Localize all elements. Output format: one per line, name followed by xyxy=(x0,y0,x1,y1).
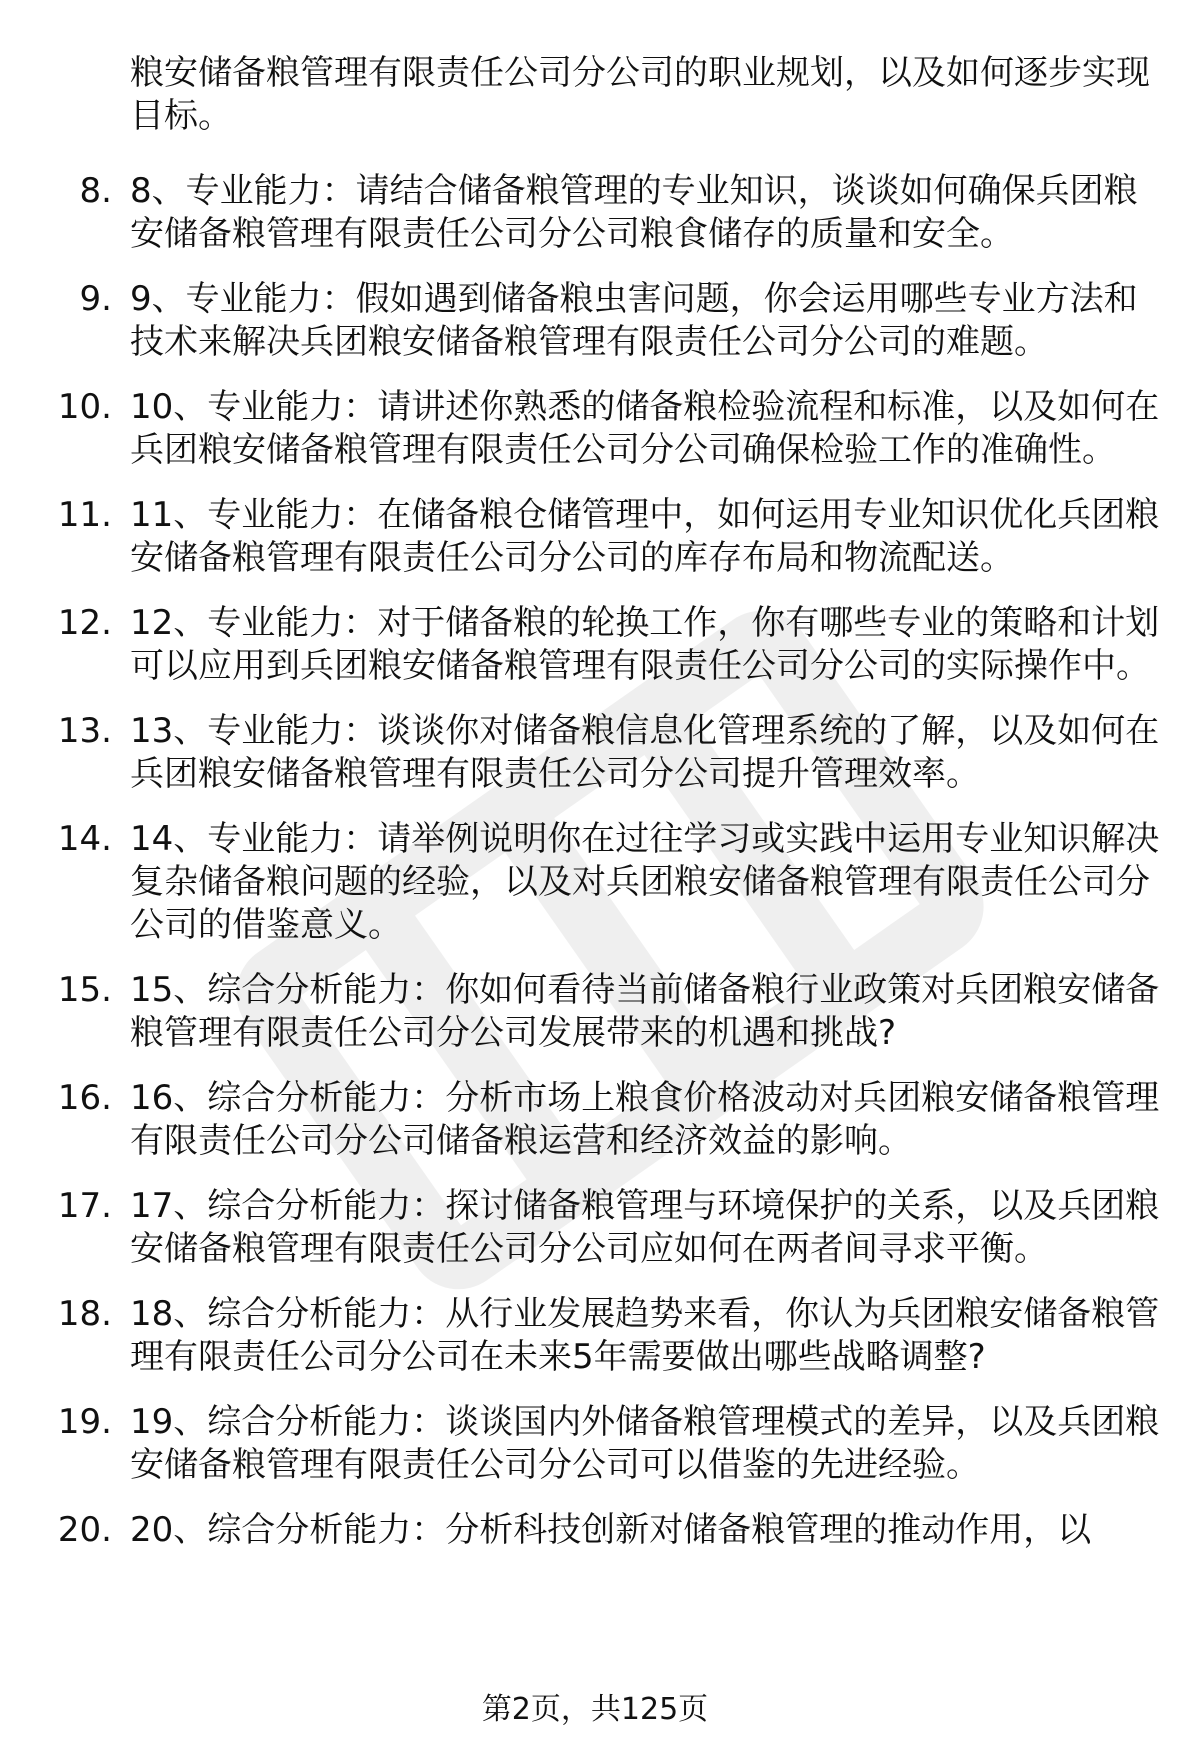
list-item xyxy=(0,969,1160,1055)
item-text: 20、综合分析能力：分析科技创新对储备粮管理的推动作用，以 xyxy=(130,1510,1092,1550)
item-number: 12. xyxy=(57,603,112,643)
item-text: 9、专业能力：假如遇到储备粮虫害问题，你会运用哪些专业方法和技术来解决兵团粮安储备粮管理有限责任公司分公司的难题。 xyxy=(130,279,1138,362)
list-item xyxy=(0,1185,1160,1271)
item-text: 19、综合分析能力：谈谈国内外储备粮管理模式的差异，以及兵团粮安储备粮管理有限责任公司分公司可以借鉴的先进经验。 xyxy=(130,1402,1160,1485)
item-number: 16. xyxy=(57,1078,112,1118)
item-number: 17. xyxy=(57,1186,112,1226)
list-item xyxy=(0,710,1160,796)
item-number: 10. xyxy=(57,387,112,427)
list-item xyxy=(0,602,1160,688)
item-number: 13. xyxy=(57,711,112,751)
item-number: 18. xyxy=(57,1294,112,1334)
item-text: 11、专业能力：在储备粮仓储管理中，如何运用专业知识优化兵团粮安储备粮管理有限责任公司分公司的库存布局和物流配送。 xyxy=(130,495,1160,578)
item-text: 13、专业能力：谈谈你对储备粮信息化管理系统的了解，以及如何在兵团粮安储备粮管理有限责任公司分公司提升管理效率。 xyxy=(130,711,1160,794)
list-item xyxy=(0,494,1160,580)
list-item xyxy=(0,1077,1160,1163)
item-number: 14. xyxy=(57,819,112,859)
item-number: 15. xyxy=(57,970,112,1010)
item-number: 9. xyxy=(79,279,112,319)
list-item xyxy=(0,1293,1160,1379)
item-text: 8、专业能力：请结合储备粮管理的专业知识，谈谈如何确保兵团粮安储备粮管理有限责任公司分公司粮食储存的质量和安全。 xyxy=(130,171,1138,254)
item-text: 16、综合分析能力：分析市场上粮食价格波动对兵团粮安储备粮管理有限责任公司分公司储备粮运营和经济效益的影响。 xyxy=(130,1078,1160,1161)
item-text: 15、综合分析能力：你如何看待当前储备粮行业政策对兵团粮安储备粮管理有限责任公司分公司发展带来的机遇和挑战? xyxy=(130,970,1160,1053)
list-item xyxy=(0,818,1160,947)
item-number: 19. xyxy=(57,1402,112,1442)
item-text: 14、专业能力：请举例说明你在过往学习或实践中运用专业知识解决复杂储备粮问题的经验，以及对兵团粮安储备粮管理有限责任公司分公司的借鉴意义。 xyxy=(130,819,1160,945)
item-text: 12、专业能力：对于储备粮的轮换工作，你有哪些专业的策略和计划可以应用到兵团粮安储备粮管理有限责任公司分公司的实际操作中。 xyxy=(130,603,1160,686)
continuation-text: 粮安储备粮管理有限责任公司分公司的职业规划，以及如何逐步实现目标。 xyxy=(130,53,1150,136)
list-item xyxy=(0,386,1160,472)
page-footer: 第2页，共125页 xyxy=(481,1692,709,1727)
list-item xyxy=(0,1401,1160,1487)
item-number: 8. xyxy=(79,171,112,211)
list-item xyxy=(0,278,1160,364)
list-item xyxy=(0,170,1160,256)
item-text: 10、专业能力：请讲述你熟悉的储备粮检验流程和标准，以及如何在兵团粮安储备粮管理有限责任公司分公司确保检验工作的准确性。 xyxy=(130,387,1160,470)
item-text: 18、综合分析能力：从行业发展趋势来看，你认为兵团粮安储备粮管理有限责任公司分公司在未来5年需要做出哪些战略调整? xyxy=(130,1294,1160,1377)
question-list xyxy=(0,170,1190,1574)
item-number: 20. xyxy=(57,1510,112,1550)
item-number: 11. xyxy=(57,495,112,535)
list-item xyxy=(0,1509,1160,1552)
item-text: 17、综合分析能力：探讨储备粮管理与环境保护的关系，以及兵团粮安储备粮管理有限责任公司分公司应如何在两者间寻求平衡。 xyxy=(130,1186,1160,1269)
